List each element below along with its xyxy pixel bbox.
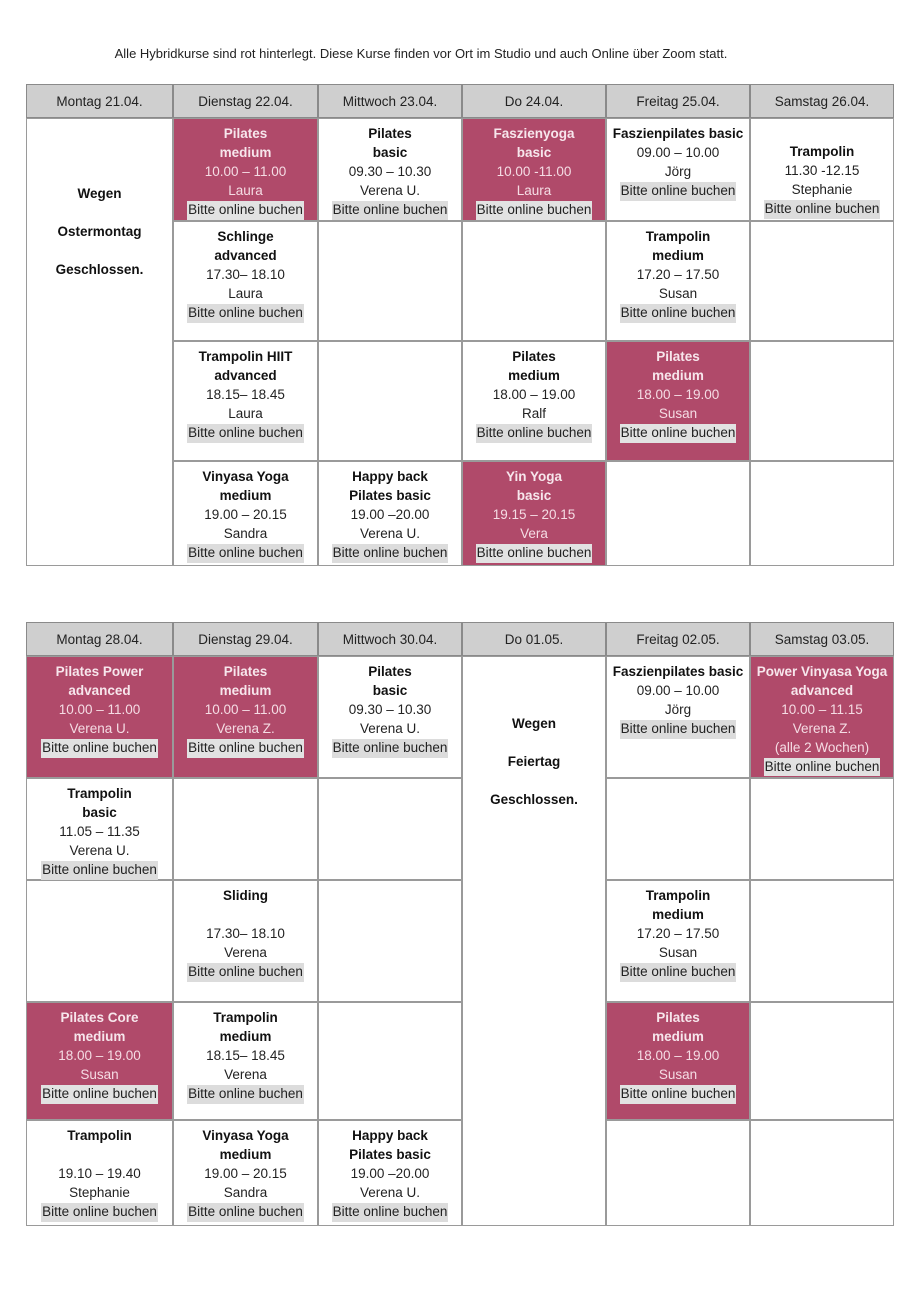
book-online-link[interactable]: Bitte online buchen [476, 544, 593, 563]
course-detail: medium [652, 1028, 704, 1044]
empty-cell [318, 778, 462, 880]
course-cell [318, 656, 462, 778]
day-header: Montag 28.04. [26, 622, 173, 656]
course-cell [173, 461, 318, 566]
course-title: Pilates Power [55, 664, 144, 679]
course-detail: basic [516, 144, 552, 160]
course-title: Happy back [352, 1128, 428, 1143]
course-detail: 19.00 –20.00 [350, 1165, 430, 1181]
closed-notice-line: Ostermontag [57, 224, 142, 239]
course-detail: Jörg [664, 701, 692, 717]
empty-cell [318, 1002, 462, 1120]
course-cell [26, 1002, 173, 1120]
course-detail: (alle 2 Wochen) [774, 739, 870, 755]
course-detail: Ralf [521, 405, 546, 421]
empty-cell [318, 221, 462, 341]
course-detail: 09.00 – 10.00 [636, 144, 720, 160]
course-detail: medium [73, 1028, 126, 1044]
course-detail: 17.20 – 17.50 [636, 925, 720, 941]
empty-cell [173, 778, 318, 880]
closed-notice-line: Geschlossen. [55, 262, 144, 277]
book-online-link[interactable]: Bitte online buchen [764, 200, 881, 219]
book-online-link[interactable]: Bitte online buchen [187, 424, 304, 443]
empty-cell [318, 880, 462, 1002]
empty-cell [318, 341, 462, 461]
course-detail: Stephanie [791, 181, 853, 197]
course-detail: 17.30– 18.10 [206, 266, 285, 282]
hybrid-note: Alle Hybridkurse sind rot hinterlegt. Diese Kurse finden vor Ort im Studio und auch Online über Zoom statt. [114, 46, 728, 61]
book-online-link[interactable]: Bitte online buchen [764, 758, 881, 777]
book-online-link[interactable]: Bitte online buchen [187, 963, 304, 982]
course-detail: 17.20 – 17.50 [636, 266, 720, 282]
empty-cell [750, 1002, 894, 1120]
course-detail: 10.00 -11.00 [496, 163, 572, 179]
course-detail: Laura [228, 405, 263, 421]
course-detail: 19.15 – 20.15 [492, 506, 576, 522]
course-title: Faszienpilates basic [612, 664, 744, 679]
course-cell [318, 1120, 462, 1226]
course-detail: 19.10 – 19.40 [58, 1165, 141, 1181]
course-title: Vinyasa Yoga [202, 469, 289, 484]
day-header: Dienstag 22.04. [173, 84, 318, 118]
course-cell [173, 341, 318, 461]
course-detail: 18.00 – 19.00 [636, 386, 720, 402]
course-detail: basic [82, 804, 117, 820]
course-detail: medium [652, 367, 704, 383]
course-cell [173, 118, 318, 221]
course-detail: medium [219, 682, 272, 698]
book-online-link[interactable]: Bitte online buchen [41, 1203, 158, 1222]
empty-cell [750, 461, 894, 566]
course-cell [606, 656, 750, 778]
course-detail: 19.00 – 20.15 [204, 1165, 287, 1181]
day-header: Samstag 03.05. [750, 622, 894, 656]
book-online-link[interactable]: Bitte online buchen [620, 182, 737, 201]
course-title: Trampolin HIIT [198, 349, 293, 364]
course-cell [173, 880, 318, 1002]
empty-cell [606, 1120, 750, 1226]
course-cell [606, 880, 750, 1002]
course-title: Faszienpilates basic [612, 126, 744, 141]
course-detail: Verena Z. [216, 720, 275, 736]
course-detail: 09.00 – 10.00 [636, 682, 720, 698]
course-detail: 11.05 – 11.35 [59, 823, 140, 839]
course-detail: 18.00 – 19.00 [492, 386, 576, 402]
course-title: Pilates [512, 349, 556, 364]
book-online-link[interactable]: Bitte online buchen [187, 1203, 304, 1222]
day-header: Mittwoch 23.04. [318, 84, 462, 118]
course-detail: 10.00 – 11.00 [58, 701, 141, 717]
course-detail: medium [508, 367, 560, 383]
course-detail: medium [219, 1028, 272, 1044]
empty-cell [750, 221, 894, 341]
course-detail: 17.30– 18.10 [206, 925, 285, 941]
course-cell [173, 1120, 318, 1226]
closed-notice-line: Feiertag [507, 754, 561, 769]
course-detail: basic [372, 682, 408, 698]
book-online-link[interactable]: Bitte online buchen [620, 720, 737, 739]
course-detail: Verena U. [359, 720, 421, 736]
course-detail: 11.30 -12.15 [784, 162, 860, 178]
empty-cell [606, 778, 750, 880]
schedule-week-1 [26, 84, 894, 566]
course-detail: Verena U. [69, 842, 130, 858]
course-title: Faszienyoga [493, 126, 575, 141]
course-detail: Sandra [223, 1184, 268, 1200]
closed-notice [462, 656, 606, 1226]
empty-cell [606, 461, 750, 566]
book-online-link[interactable]: Bitte online buchen [332, 544, 449, 563]
course-detail: Sandra [223, 525, 268, 541]
day-header: Do 24.04. [462, 84, 606, 118]
course-detail: advanced [214, 367, 277, 383]
course-detail: advanced [68, 682, 131, 698]
course-cell [173, 656, 318, 778]
course-title: Pilates [223, 126, 268, 141]
course-detail: Pilates basic [349, 487, 431, 503]
course-detail: Stephanie [69, 1184, 130, 1200]
empty-cell [26, 880, 173, 1002]
course-detail: Jörg [664, 163, 692, 179]
course-title: Pilates [656, 349, 700, 364]
course-detail: Laura [228, 285, 263, 301]
book-online-link[interactable]: Bitte online buchen [620, 424, 737, 443]
closed-notice-line: Geschlossen. [490, 792, 578, 807]
course-cell [318, 461, 462, 566]
course-cell [462, 118, 606, 221]
book-online-link[interactable]: Bitte online buchen [41, 739, 158, 758]
course-title: Power Vinyasa Yoga [756, 664, 888, 679]
course-detail: medium [219, 1146, 272, 1162]
course-cell [606, 118, 750, 221]
book-online-link[interactable]: Bitte online buchen [41, 861, 158, 880]
course-title: Trampolin [67, 786, 132, 801]
course-title: Pilates [368, 664, 412, 679]
empty-cell [750, 880, 894, 1002]
book-online-link[interactable]: Bitte online buchen [187, 304, 304, 323]
book-online-link[interactable]: Bitte online buchen [332, 201, 449, 220]
course-title: Yin Yoga [505, 469, 562, 484]
empty-cell [462, 221, 606, 341]
book-online-link[interactable]: Bitte online buchen [620, 1085, 737, 1104]
course-title: Pilates Core [60, 1010, 139, 1025]
course-title: Trampolin [789, 144, 855, 159]
course-title: Trampolin [67, 1128, 132, 1143]
course-title: Trampolin [645, 229, 711, 244]
course-cell [750, 118, 894, 221]
course-detail: Susan [658, 1066, 698, 1082]
course-detail: advanced [790, 682, 854, 698]
book-online-link[interactable]: Bitte online buchen [620, 304, 737, 323]
course-cell [173, 1002, 318, 1120]
course-detail: Verena U. [359, 1184, 421, 1200]
course-detail: medium [219, 487, 272, 503]
course-cell [26, 778, 173, 880]
course-detail: basic [372, 144, 408, 160]
course-detail: 18.15– 18.45 [206, 1047, 285, 1063]
course-detail: 09.30 – 10.30 [348, 701, 432, 717]
day-header: Montag 21.04. [26, 84, 173, 118]
course-detail: 10.00 – 11.00 [204, 163, 287, 179]
course-cell [26, 1120, 173, 1226]
course-cell [26, 656, 173, 778]
course-title: Trampolin [645, 888, 711, 903]
course-detail: medium [219, 144, 272, 160]
course-detail: Verena U. [359, 182, 421, 198]
empty-cell [750, 778, 894, 880]
course-cell [462, 461, 606, 566]
day-header: Freitag 02.05. [606, 622, 750, 656]
course-detail: Verena [224, 1066, 267, 1082]
day-header: Do 01.05. [462, 622, 606, 656]
day-header: Dienstag 29.04. [173, 622, 318, 656]
book-online-link[interactable]: Bitte online buchen [620, 963, 737, 982]
book-online-link[interactable]: Bitte online buchen [187, 544, 304, 563]
course-cell [462, 341, 606, 461]
course-detail: Verena [224, 944, 267, 960]
course-detail: Vera [520, 525, 548, 541]
day-header: Samstag 26.04. [750, 84, 894, 118]
course-detail: Verena Z. [792, 720, 852, 736]
day-header: Freitag 25.04. [606, 84, 750, 118]
course-detail: Laura [228, 182, 263, 198]
course-title: Vinyasa Yoga [202, 1128, 289, 1143]
course-detail: 18.00 – 19.00 [58, 1047, 141, 1063]
course-cell [318, 118, 462, 221]
course-detail: 10.00 – 11.15 [781, 701, 863, 717]
book-online-link[interactable]: Bitte online buchen [187, 739, 304, 758]
course-detail: Laura [516, 182, 552, 198]
course-cell [606, 341, 750, 461]
course-detail: basic [516, 487, 552, 503]
course-cell [173, 221, 318, 341]
course-detail: medium [652, 247, 704, 263]
course-title: Pilates [368, 126, 412, 141]
course-detail: 10.00 – 11.00 [204, 701, 287, 717]
schedule-week-2 [26, 622, 894, 1226]
course-title: Happy back [352, 469, 428, 484]
course-detail: Verena U. [69, 720, 130, 736]
course-title: Pilates [656, 1010, 700, 1025]
course-detail: Susan [658, 405, 698, 421]
book-online-link[interactable]: Bitte online buchen [187, 1085, 304, 1104]
course-detail: 09.30 – 10.30 [348, 163, 432, 179]
closed-notice-line: Wegen [511, 716, 556, 731]
empty-cell [750, 1120, 894, 1226]
book-online-link[interactable]: Bitte online buchen [41, 1085, 158, 1104]
course-detail: 18.15– 18.45 [206, 386, 285, 402]
course-title: Sliding [223, 888, 268, 903]
course-detail: Susan [80, 1066, 119, 1082]
course-detail: advanced [214, 247, 277, 263]
closed-notice [26, 118, 173, 566]
closed-notice-line: Wegen [77, 186, 122, 201]
course-detail: medium [652, 906, 704, 922]
day-header: Mittwoch 30.04. [318, 622, 462, 656]
course-detail: Susan [658, 944, 698, 960]
book-online-link[interactable]: Bitte online buchen [332, 1203, 449, 1222]
book-online-link[interactable]: Bitte online buchen [476, 201, 593, 220]
empty-cell [750, 341, 894, 461]
course-detail: Susan [658, 285, 698, 301]
course-title: Schlinge [217, 229, 274, 244]
course-detail: Verena U. [359, 525, 421, 541]
course-cell [606, 1002, 750, 1120]
course-cell [750, 656, 894, 778]
book-online-link[interactable]: Bitte online buchen [476, 424, 593, 443]
course-title: Pilates [223, 664, 268, 679]
course-detail: 18.00 – 19.00 [636, 1047, 720, 1063]
course-detail: Pilates basic [349, 1146, 431, 1162]
book-online-link[interactable]: Bitte online buchen [332, 739, 449, 758]
course-detail: 19.00 – 20.15 [204, 506, 287, 522]
course-detail: 19.00 –20.00 [350, 506, 430, 522]
course-title: Trampolin [213, 1010, 278, 1025]
course-cell [606, 221, 750, 341]
book-online-link[interactable]: Bitte online buchen [187, 201, 304, 220]
